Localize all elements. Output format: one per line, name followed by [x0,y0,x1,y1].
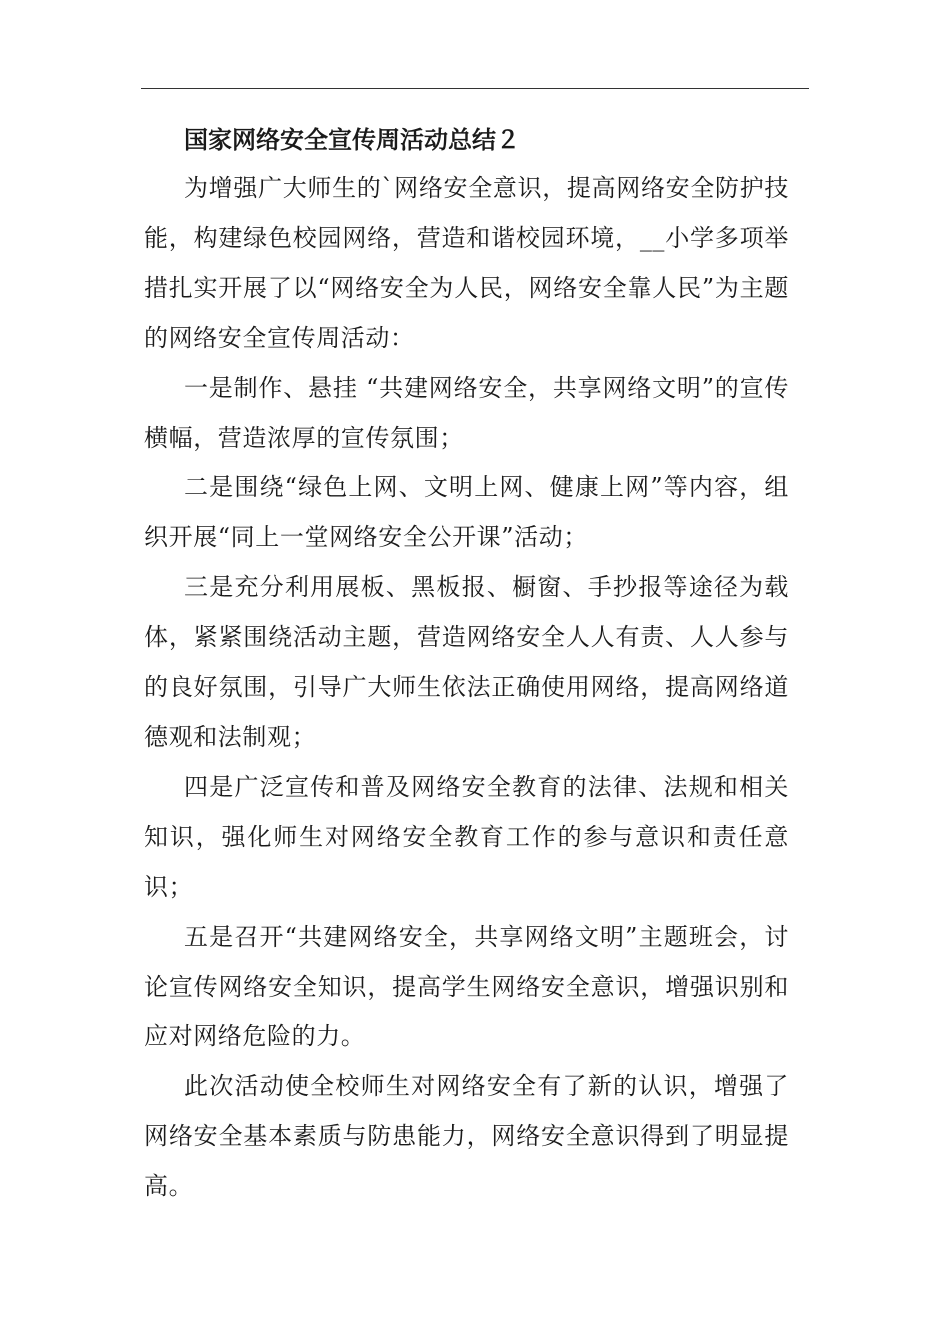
document-body [144,164,789,1212]
paragraph-intro: 为增强广大师生的`网络安全意识，提高网络安全防护技能，构建绿色校园网络，营造和谐校园环境，__小学多项举措扎实开展了以“网络安全为人民，网络安全靠人民”为主题的网络安全宣传周活动： [144,174,789,352]
document-title: 国家网络安全宣传周活动总结２ [184,125,520,154]
paragraph-item-3: 三是充分利用展板、黑板报、橱窗、手抄报等途径为载体，紧紧围绕活动主题，营造网络安全人人有责、人人参与的良好氛围，引导广大师生依法正确使用网络，提高网络道德观和法制观； [144,573,789,751]
header-rule [141,88,809,89]
paragraph-item-1: 一是制作、悬挂 “共建网络安全，共享网络文明”的宣传横幅，营造浓厚的宣传氛围； [144,373,789,452]
paragraph-item-2: 二是围绕“绿色上网、文明上网、健康上网”等内容，组织开展“同上一堂网络安全公开课”活动； [144,473,789,552]
paragraph-conclusion: 此次活动使全校师生对网络安全有了新的认识，增强了网络安全基本素质与防患能力，网络安全意识得到了明显提高。 [144,1072,789,1201]
paragraph-item-4: 四是广泛宣传和普及网络安全教育的法律、法规和相关知识，强化师生对网络安全教育工作的参与意识和责任意识； [144,772,789,901]
paragraph-item-5: 五是召开“共建网络安全，共享网络文明”主题班会，讨论宣传网络安全知识，提高学生网络安全意识，增强识别和应对网络危险的力。 [144,922,789,1051]
